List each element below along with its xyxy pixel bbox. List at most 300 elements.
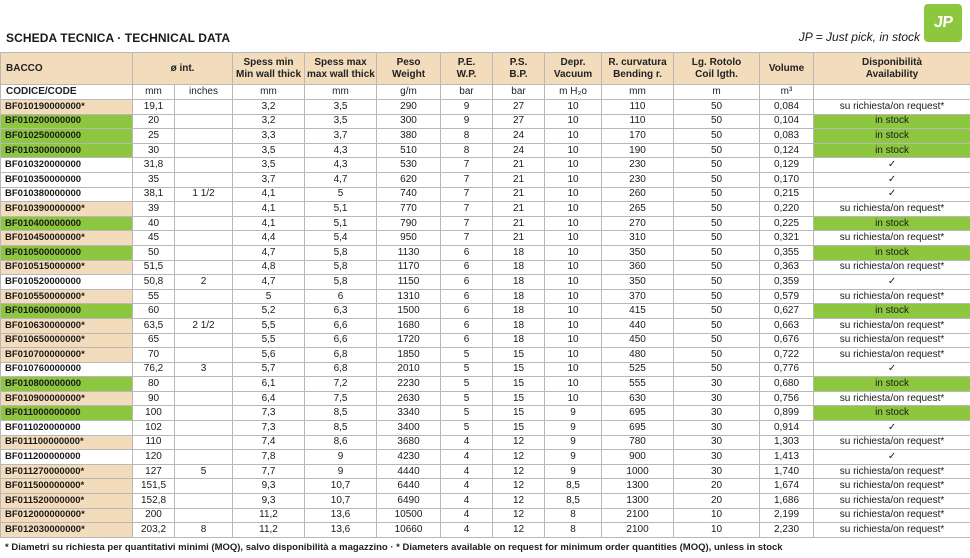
table-row <box>1 318 970 333</box>
cell-burst-pressure: 21 <box>493 158 545 173</box>
cell-bending-radius: 260 <box>602 187 674 202</box>
table-row <box>1 435 970 450</box>
cell-max-wall: 5,1 <box>305 216 377 231</box>
table-row <box>1 494 970 509</box>
cell-max-wall: 3,5 <box>305 100 377 115</box>
cell-burst-pressure: 21 <box>493 202 545 217</box>
cell-diameter-mm: 25 <box>133 129 175 144</box>
cell-working-pressure: 4 <box>441 508 493 523</box>
cell-min-wall: 3,5 <box>233 143 305 158</box>
cell-diameter-inches: 2 <box>175 275 233 290</box>
col-availability: Disponibilità Availability <box>814 53 970 85</box>
cell-diameter-mm: 100 <box>133 406 175 421</box>
cell-coil-length: 30 <box>674 391 760 406</box>
cell-working-pressure: 7 <box>441 172 493 187</box>
cell-diameter-mm: 80 <box>133 377 175 392</box>
cell-code: BF011000000000 <box>1 406 133 421</box>
cell-code: BF010380000000 <box>1 187 133 202</box>
cell-coil-length: 50 <box>674 202 760 217</box>
cell-vacuum: 10 <box>545 202 602 217</box>
checkmark-icon: ✓ <box>814 187 970 202</box>
cell-code: BF010650000000* <box>1 333 133 348</box>
cell-vacuum: 10 <box>545 114 602 129</box>
cell-diameter-inches <box>175 479 233 494</box>
cell-code: BF010520000000 <box>1 275 133 290</box>
cell-diameter-inches <box>175 494 233 509</box>
in-stock-badge: in stock <box>814 143 970 158</box>
cell-code: BF010390000000* <box>1 202 133 217</box>
cell-vacuum: 10 <box>545 187 602 202</box>
cell-min-wall: 7,4 <box>233 435 305 450</box>
cell-code: BF012000000000* <box>1 508 133 523</box>
cell-burst-pressure: 15 <box>493 348 545 363</box>
unit-bending: mm <box>602 85 674 100</box>
cell-bending-radius: 555 <box>602 377 674 392</box>
cell-vacuum: 9 <box>545 421 602 436</box>
in-stock-badge: in stock <box>814 245 970 260</box>
cell-diameter-inches <box>175 216 233 231</box>
cell-bending-radius: 370 <box>602 289 674 304</box>
table-row <box>1 289 970 304</box>
cell-vacuum: 10 <box>545 348 602 363</box>
cell-volume: 0,914 <box>760 421 814 436</box>
cell-diameter-inches <box>175 304 233 319</box>
cell-coil-length: 50 <box>674 333 760 348</box>
unit-spess-min: mm <box>233 85 305 100</box>
cell-availability: su richiesta/on request* <box>814 289 970 304</box>
cell-bending-radius: 265 <box>602 202 674 217</box>
table-row <box>1 187 970 202</box>
cell-diameter-inches <box>175 435 233 450</box>
table-row <box>1 348 970 363</box>
cell-min-wall: 7,3 <box>233 421 305 436</box>
cell-min-wall: 4,1 <box>233 187 305 202</box>
cell-weight: 1310 <box>377 289 441 304</box>
cell-volume: 2,230 <box>760 523 814 538</box>
table-row <box>1 216 970 231</box>
cell-max-wall: 5,1 <box>305 202 377 217</box>
in-stock-badge: in stock <box>814 216 970 231</box>
cell-coil-length: 50 <box>674 260 760 275</box>
cell-diameter-inches <box>175 406 233 421</box>
cell-bending-radius: 450 <box>602 333 674 348</box>
cell-coil-length: 50 <box>674 100 760 115</box>
col-volume: Volume <box>760 53 814 85</box>
cell-diameter-inches: 5 <box>175 464 233 479</box>
cell-diameter-inches <box>175 450 233 465</box>
cell-code: BF010250000000 <box>1 129 133 144</box>
cell-weight: 290 <box>377 100 441 115</box>
cell-volume: 0,225 <box>760 216 814 231</box>
cell-weight: 300 <box>377 114 441 129</box>
cell-diameter-mm: 110 <box>133 435 175 450</box>
cell-availability: su richiesta/on request* <box>814 464 970 479</box>
cell-weight: 4440 <box>377 464 441 479</box>
cell-volume: 0,363 <box>760 260 814 275</box>
cell-diameter-mm: 76,2 <box>133 362 175 377</box>
cell-code: BF011020000000 <box>1 421 133 436</box>
technical-data-table <box>0 52 970 538</box>
table-row <box>1 129 970 144</box>
cell-diameter-mm: 19,1 <box>133 100 175 115</box>
cell-bending-radius: 440 <box>602 318 674 333</box>
cell-min-wall: 9,3 <box>233 494 305 509</box>
cell-coil-length: 50 <box>674 114 760 129</box>
cell-burst-pressure: 15 <box>493 406 545 421</box>
table-row <box>1 158 970 173</box>
table-row <box>1 523 970 538</box>
cell-weight: 2230 <box>377 377 441 392</box>
cell-vacuum: 10 <box>545 318 602 333</box>
cell-bending-radius: 695 <box>602 406 674 421</box>
cell-working-pressure: 7 <box>441 202 493 217</box>
cell-vacuum: 10 <box>545 216 602 231</box>
cell-working-pressure: 4 <box>441 464 493 479</box>
cell-coil-length: 50 <box>674 143 760 158</box>
cell-max-wall: 13,6 <box>305 508 377 523</box>
cell-availability: su richiesta/on request* <box>814 523 970 538</box>
cell-bending-radius: 350 <box>602 275 674 290</box>
cell-volume: 1,413 <box>760 450 814 465</box>
cell-working-pressure: 7 <box>441 231 493 246</box>
cell-burst-pressure: 18 <box>493 289 545 304</box>
cell-burst-pressure: 21 <box>493 187 545 202</box>
in-stock-badge: in stock <box>814 377 970 392</box>
cell-vacuum: 10 <box>545 158 602 173</box>
cell-working-pressure: 6 <box>441 260 493 275</box>
cell-burst-pressure: 12 <box>493 494 545 509</box>
cell-diameter-mm: 127 <box>133 464 175 479</box>
unit-coil: m <box>674 85 760 100</box>
cell-coil-length: 50 <box>674 231 760 246</box>
cell-coil-length: 20 <box>674 494 760 509</box>
cell-vacuum: 8 <box>545 508 602 523</box>
cell-volume: 0,124 <box>760 143 814 158</box>
cell-code: BF010760000000 <box>1 362 133 377</box>
cell-burst-pressure: 12 <box>493 435 545 450</box>
table-row <box>1 391 970 406</box>
cell-working-pressure: 8 <box>441 143 493 158</box>
cell-diameter-mm: 30 <box>133 143 175 158</box>
cell-diameter-mm: 203,2 <box>133 523 175 538</box>
cell-volume: 0,663 <box>760 318 814 333</box>
cell-diameter-inches <box>175 202 233 217</box>
cell-min-wall: 5 <box>233 289 305 304</box>
cell-vacuum: 10 <box>545 245 602 260</box>
cell-code: BF010350000000 <box>1 172 133 187</box>
cell-availability: su richiesta/on request* <box>814 202 970 217</box>
cell-min-wall: 6,1 <box>233 377 305 392</box>
cell-max-wall: 10,7 <box>305 479 377 494</box>
cell-vacuum: 9 <box>545 450 602 465</box>
cell-working-pressure: 4 <box>441 523 493 538</box>
header-row <box>1 53 970 85</box>
cell-code: BF010200000000 <box>1 114 133 129</box>
cell-volume: 0,680 <box>760 377 814 392</box>
cell-coil-length: 50 <box>674 245 760 260</box>
cell-volume: 0,899 <box>760 406 814 421</box>
cell-diameter-inches <box>175 391 233 406</box>
table-row <box>1 202 970 217</box>
table-row <box>1 406 970 421</box>
footnote: * Diametri su richiesta per quantitativi minimi (MOQ), salvo disponibilità a magazzino · * Diameters available on request for minimum order quantities (MOQ), unless in stock <box>5 542 783 553</box>
checkmark-icon: ✓ <box>814 275 970 290</box>
cell-diameter-mm: 38,1 <box>133 187 175 202</box>
cell-volume: 2,199 <box>760 508 814 523</box>
cell-coil-length: 20 <box>674 479 760 494</box>
cell-working-pressure: 6 <box>441 275 493 290</box>
cell-bending-radius: 110 <box>602 114 674 129</box>
cell-burst-pressure: 12 <box>493 479 545 494</box>
cell-coil-length: 30 <box>674 450 760 465</box>
cell-min-wall: 5,5 <box>233 318 305 333</box>
cell-code: BF011100000000* <box>1 435 133 450</box>
cell-weight: 770 <box>377 202 441 217</box>
cell-diameter-mm: 50,8 <box>133 275 175 290</box>
cell-diameter-inches: 8 <box>175 523 233 538</box>
cell-bending-radius: 190 <box>602 143 674 158</box>
cell-weight: 2630 <box>377 391 441 406</box>
cell-max-wall: 6,3 <box>305 304 377 319</box>
cell-diameter-mm: 151,5 <box>133 479 175 494</box>
cell-code: BF010630000000* <box>1 318 133 333</box>
cell-working-pressure: 6 <box>441 333 493 348</box>
cell-min-wall: 5,5 <box>233 333 305 348</box>
cell-bending-radius: 2100 <box>602 523 674 538</box>
cell-weight: 4230 <box>377 450 441 465</box>
cell-volume: 0,355 <box>760 245 814 260</box>
unit-spess-max: mm <box>305 85 377 100</box>
cell-coil-length: 10 <box>674 508 760 523</box>
cell-code: BF010600000000 <box>1 304 133 319</box>
cell-burst-pressure: 12 <box>493 464 545 479</box>
cell-coil-length: 30 <box>674 406 760 421</box>
cell-coil-length: 50 <box>674 362 760 377</box>
cell-diameter-mm: 90 <box>133 391 175 406</box>
cell-working-pressure: 5 <box>441 391 493 406</box>
cell-weight: 3680 <box>377 435 441 450</box>
cell-code: BF010190000000* <box>1 100 133 115</box>
cell-weight: 1850 <box>377 348 441 363</box>
cell-min-wall: 5,7 <box>233 362 305 377</box>
table-row <box>1 172 970 187</box>
cell-max-wall: 13,6 <box>305 523 377 538</box>
cell-volume: 0,083 <box>760 129 814 144</box>
table-row <box>1 464 970 479</box>
cell-working-pressure: 8 <box>441 129 493 144</box>
cell-burst-pressure: 18 <box>493 260 545 275</box>
table-row <box>1 231 970 246</box>
cell-min-wall: 4,1 <box>233 216 305 231</box>
cell-diameter-inches <box>175 114 233 129</box>
cell-coil-length: 30 <box>674 464 760 479</box>
table-row <box>1 260 970 275</box>
cell-weight: 380 <box>377 129 441 144</box>
cell-min-wall: 11,2 <box>233 523 305 538</box>
cell-volume: 1,740 <box>760 464 814 479</box>
cell-weight: 530 <box>377 158 441 173</box>
cell-max-wall: 8,5 <box>305 406 377 421</box>
in-stock-badge: in stock <box>814 114 970 129</box>
cell-diameter-mm: 51,5 <box>133 260 175 275</box>
cell-max-wall: 9 <box>305 464 377 479</box>
cell-max-wall: 7,2 <box>305 377 377 392</box>
cell-availability: su richiesta/on request* <box>814 494 970 509</box>
cell-max-wall: 3,7 <box>305 129 377 144</box>
cell-code: BF010515000000* <box>1 260 133 275</box>
cell-weight: 740 <box>377 187 441 202</box>
cell-volume: 1,674 <box>760 479 814 494</box>
cell-vacuum: 8 <box>545 523 602 538</box>
cell-burst-pressure: 21 <box>493 172 545 187</box>
cell-weight: 1720 <box>377 333 441 348</box>
cell-weight: 510 <box>377 143 441 158</box>
table-row <box>1 450 970 465</box>
cell-working-pressure: 4 <box>441 450 493 465</box>
cell-code: BF010800000000 <box>1 377 133 392</box>
cell-min-wall: 4,1 <box>233 202 305 217</box>
cell-weight: 10500 <box>377 508 441 523</box>
cell-vacuum: 10 <box>545 377 602 392</box>
cell-coil-length: 50 <box>674 187 760 202</box>
cell-max-wall: 5,8 <box>305 275 377 290</box>
cell-vacuum: 10 <box>545 143 602 158</box>
cell-volume: 0,722 <box>760 348 814 363</box>
cell-volume: 0,359 <box>760 275 814 290</box>
cell-volume: 0,170 <box>760 172 814 187</box>
cell-min-wall: 7,7 <box>233 464 305 479</box>
cell-burst-pressure: 27 <box>493 114 545 129</box>
cell-diameter-mm: 39 <box>133 202 175 217</box>
cell-diameter-mm: 31,8 <box>133 158 175 173</box>
unit-weight: g/m <box>377 85 441 100</box>
cell-burst-pressure: 12 <box>493 450 545 465</box>
table-row <box>1 143 970 158</box>
cell-diameter-inches <box>175 231 233 246</box>
cell-weight: 6440 <box>377 479 441 494</box>
table-row <box>1 479 970 494</box>
table-row <box>1 362 970 377</box>
cell-bending-radius: 110 <box>602 100 674 115</box>
cell-diameter-inches <box>175 245 233 260</box>
cell-bending-radius: 1300 <box>602 494 674 509</box>
cell-burst-pressure: 18 <box>493 275 545 290</box>
cell-bending-radius: 1000 <box>602 464 674 479</box>
cell-working-pressure: 6 <box>441 245 493 260</box>
cell-burst-pressure: 27 <box>493 100 545 115</box>
cell-code: BF010700000000* <box>1 348 133 363</box>
cell-availability: su richiesta/on request* <box>814 100 970 115</box>
unit-code: CODICE/CODE <box>1 85 133 100</box>
cell-code: BF011200000000 <box>1 450 133 465</box>
cell-coil-length: 50 <box>674 172 760 187</box>
cell-coil-length: 50 <box>674 216 760 231</box>
cell-coil-length: 50 <box>674 318 760 333</box>
cell-burst-pressure: 12 <box>493 508 545 523</box>
cell-availability: su richiesta/on request* <box>814 479 970 494</box>
cell-working-pressure: 6 <box>441 318 493 333</box>
cell-diameter-inches <box>175 172 233 187</box>
cell-vacuum: 8,5 <box>545 494 602 509</box>
col-vacuum: Depr. Vacuum <box>545 53 602 85</box>
col-internal-diameter: ø int. <box>133 53 233 85</box>
cell-vacuum: 10 <box>545 362 602 377</box>
cell-volume: 0,776 <box>760 362 814 377</box>
col-working-pressure: P.E. W.P. <box>441 53 493 85</box>
cell-vacuum: 10 <box>545 391 602 406</box>
cell-diameter-mm: 120 <box>133 450 175 465</box>
cell-availability: su richiesta/on request* <box>814 348 970 363</box>
cell-diameter-inches <box>175 377 233 392</box>
col-burst-pressure: P.S. B.P. <box>493 53 545 85</box>
cell-volume: 0,215 <box>760 187 814 202</box>
cell-weight: 1500 <box>377 304 441 319</box>
cell-diameter-mm: 60 <box>133 304 175 319</box>
cell-bending-radius: 170 <box>602 129 674 144</box>
col-max-wall: Spess max max wall thick <box>305 53 377 85</box>
cell-code: BF010550000000* <box>1 289 133 304</box>
cell-weight: 3340 <box>377 406 441 421</box>
in-stock-badge: in stock <box>814 304 970 319</box>
cell-weight: 950 <box>377 231 441 246</box>
unit-availability <box>814 85 970 100</box>
cell-coil-length: 30 <box>674 435 760 450</box>
in-stock-badge: in stock <box>814 129 970 144</box>
cell-volume: 0,129 <box>760 158 814 173</box>
cell-min-wall: 7,3 <box>233 406 305 421</box>
cell-working-pressure: 4 <box>441 494 493 509</box>
cell-diameter-mm: 152,8 <box>133 494 175 509</box>
cell-burst-pressure: 15 <box>493 377 545 392</box>
cell-working-pressure: 7 <box>441 158 493 173</box>
unit-mm: mm <box>133 85 175 100</box>
cell-diameter-mm: 63,5 <box>133 318 175 333</box>
cell-min-wall: 11,2 <box>233 508 305 523</box>
cell-min-wall: 5,2 <box>233 304 305 319</box>
cell-code: BF010450000000* <box>1 231 133 246</box>
cell-code: BF010900000000* <box>1 391 133 406</box>
cell-bending-radius: 695 <box>602 421 674 436</box>
cell-min-wall: 7,8 <box>233 450 305 465</box>
cell-code: BF012030000000* <box>1 523 133 538</box>
cell-diameter-mm: 102 <box>133 421 175 436</box>
cell-volume: 1,303 <box>760 435 814 450</box>
cell-burst-pressure: 21 <box>493 216 545 231</box>
cell-working-pressure: 7 <box>441 187 493 202</box>
cell-diameter-mm: 40 <box>133 216 175 231</box>
cell-bending-radius: 1300 <box>602 479 674 494</box>
table-row <box>1 421 970 436</box>
cell-availability: su richiesta/on request* <box>814 435 970 450</box>
cell-volume: 0,321 <box>760 231 814 246</box>
cell-diameter-inches <box>175 348 233 363</box>
cell-bending-radius: 360 <box>602 260 674 275</box>
table-row <box>1 508 970 523</box>
cell-max-wall: 8,5 <box>305 421 377 436</box>
cell-max-wall: 5 <box>305 187 377 202</box>
cell-volume: 0,627 <box>760 304 814 319</box>
col-weight: Peso Weight <box>377 53 441 85</box>
cell-code: BF011520000000* <box>1 494 133 509</box>
cell-availability: su richiesta/on request* <box>814 231 970 246</box>
cell-max-wall: 4,3 <box>305 143 377 158</box>
cell-max-wall: 6 <box>305 289 377 304</box>
cell-volume: 0,756 <box>760 391 814 406</box>
cell-min-wall: 3,3 <box>233 129 305 144</box>
page-title: SCHEDA TECNICA · TECHNICAL DATA <box>6 31 231 45</box>
cell-code: BF011270000000* <box>1 464 133 479</box>
cell-bending-radius: 900 <box>602 450 674 465</box>
